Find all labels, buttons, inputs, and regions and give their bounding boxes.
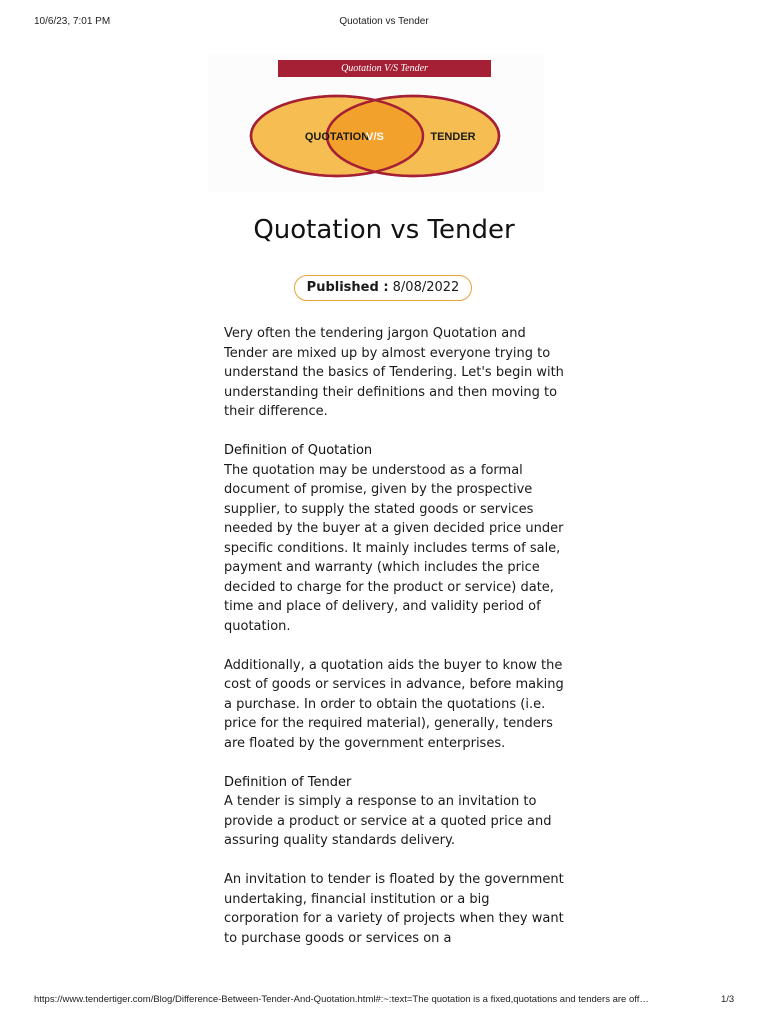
print-header — [0, 16, 768, 30]
quotation-heading: Definition of Quotation — [224, 443, 373, 458]
quotation-paragraph-2: Additionally, a quotation aids the buyer to know the cost of goods or services in advance, before making a purchase. In order to obtain the quotations (i.e. price for the required material), generally, tenders are floated by the government enterprises. — [224, 657, 564, 751]
page-number: 1/3 — [721, 994, 735, 1005]
print-url: https://www.tendertiger.com/Blog/Difference-Between-Tender-And-Quotation.html#:~:text=The quotation is a fixed,quotations and tenders are off… — [34, 994, 649, 1005]
print-date: 10/6/23, 7:01 PM — [34, 16, 111, 27]
hero-image — [208, 54, 544, 192]
print-title: Quotation vs Tender — [339, 16, 429, 27]
venn-diagram — [208, 54, 544, 192]
article-body — [224, 324, 564, 968]
quotation-section — [224, 441, 564, 636]
article-title: Quotation vs Tender — [253, 215, 515, 245]
quotation-paragraph-1: The quotation may be understood as a formal document of promise, given by the prospective supplier, to supply the stated goods or services needed by the buyer at a given decided price under specific conditions. It mainly includes terms of sale, payment and warranty (which includes the price decided to charge for the product or service) date, time and place of delivery, and validity period of quotation. — [224, 462, 564, 634]
print-footer — [0, 994, 768, 1008]
hero-banner: Quotation V/S Tender — [278, 60, 491, 77]
vs-label: V/S — [366, 131, 384, 143]
published-label: Published : — [306, 280, 389, 295]
tender-heading: Definition of Tender — [224, 774, 352, 790]
tender-paragraph-2: An invitation to tender is floated by the government undertaking, financial institution or a big corporation for a variety of projects when they want to purchase goods or services on a — [224, 872, 564, 946]
quotation-label: QUOTATION — [304, 131, 370, 143]
tender-paragraph-1: A tender is simply a response to an invitation to provide a product or service at a quoted price and assuring quality standards delivery. — [224, 794, 552, 848]
tender-section — [224, 773, 564, 851]
tender-label: TENDER — [430, 131, 476, 143]
published-date: 8/08/2022 — [392, 280, 460, 295]
published-badge — [294, 275, 472, 301]
intro-paragraph: Very often the tendering jargon Quotation and Tender are mixed up by almost everyone trying to understand the basics of Tendering. Let's begin with understanding their definitions and then moving to their difference. — [224, 326, 564, 419]
